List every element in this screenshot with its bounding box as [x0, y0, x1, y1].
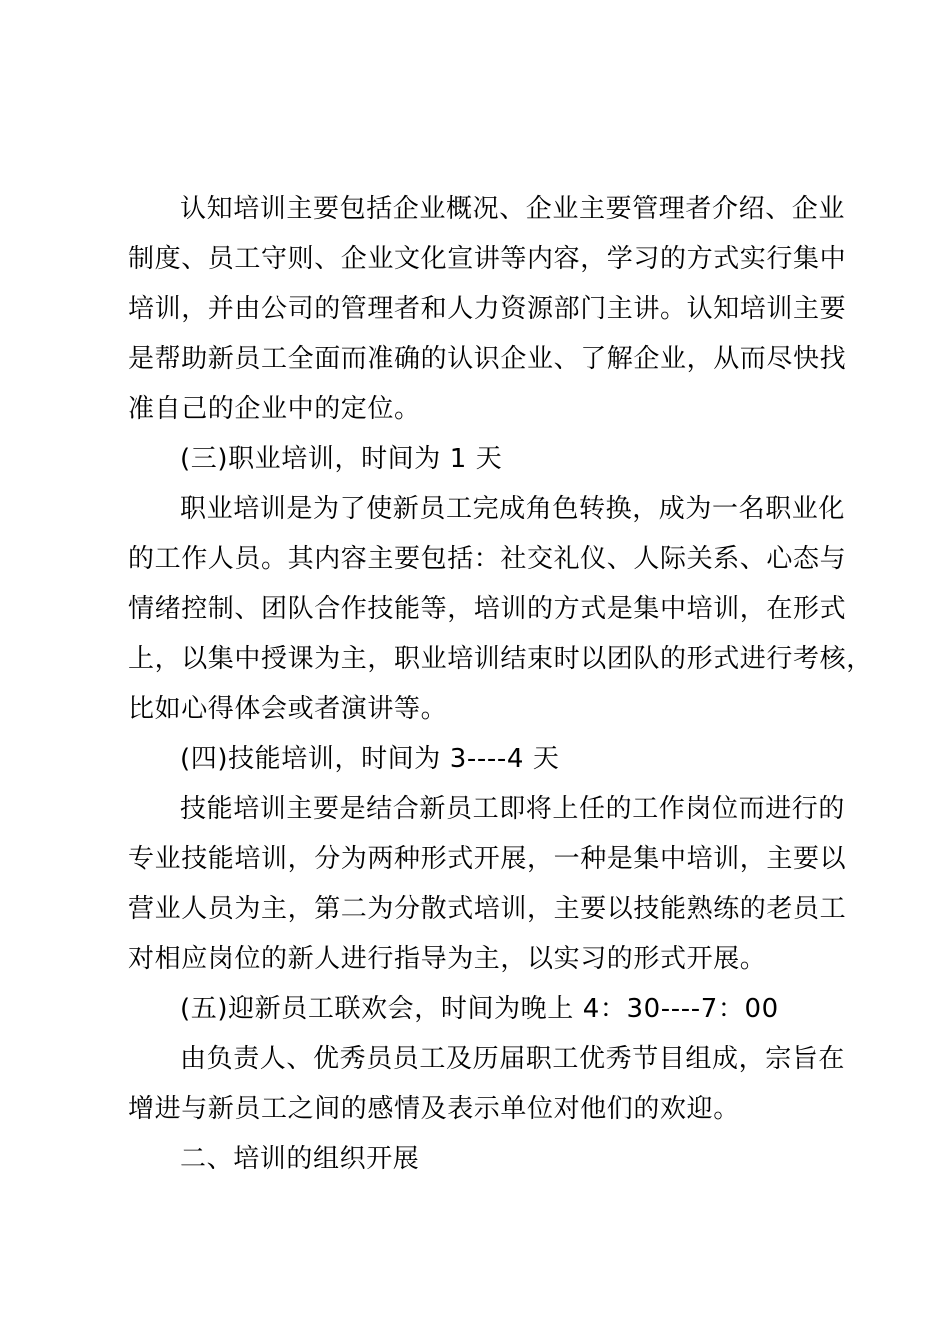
paragraph-line: 比如心得体会或者演讲等。 [128, 694, 448, 724]
paragraph-line: 上，以集中授课为主，职业培训结束时以团队的形式进行考核， [128, 644, 873, 674]
paragraph-line: 对相应岗位的新人进行指导为主，以实习的形式开展。 [128, 944, 767, 974]
document-body [128, 184, 873, 1184]
paragraph-line: 制度、员工守则、企业文化宣讲等内容，学习的方式实行集中 [128, 244, 847, 274]
paragraph-line: 职业培训是为了使新员工完成角色转换，成为一名职业化 [180, 494, 846, 524]
paragraph-line: 营业人员为主，第二为分散式培训，主要以技能熟练的老员工 [128, 894, 847, 924]
paragraph-line: 情绪控制、团队合作技能等，培训的方式是集中培训，在形式 [128, 594, 847, 624]
section-heading: (三)职业培训，时间为 1 天 [180, 444, 503, 474]
paragraph-line: 的工作人员。其内容主要包括：社交礼仪、人际关系、心态与 [128, 544, 847, 574]
section-heading: (四)技能培训，时间为 3----4 天 [180, 744, 560, 774]
paragraph-line: 准自己的企业中的定位。 [128, 394, 421, 424]
section-heading: (五)迎新员工联欢会，时间为晚上 4：30----7：00 [180, 994, 779, 1024]
paragraph-line: 增进与新员工之间的感情及表示单位对他们的欢迎。 [128, 1094, 740, 1124]
section-heading: 二、培训的组织开展 [180, 1144, 420, 1174]
paragraph-line: 由负责人、优秀员员工及历届职工优秀节目组成，宗旨在 [180, 1044, 846, 1074]
paragraph-line: 认知培训主要包括企业概况、企业主要管理者介绍、企业 [180, 194, 846, 224]
paragraph-line: 是帮助新员工全面而准确的认识企业、了解企业，从而尽快找 [128, 344, 847, 374]
paragraph-line: 培训，并由公司的管理者和人力资源部门主讲。认知培训主要 [128, 294, 847, 324]
paragraph-line: 专业技能培训，分为两种形式开展，一种是集中培训，主要以 [128, 844, 847, 874]
paragraph-line: 技能培训主要是结合新员工即将上任的工作岗位而进行的 [180, 794, 846, 824]
